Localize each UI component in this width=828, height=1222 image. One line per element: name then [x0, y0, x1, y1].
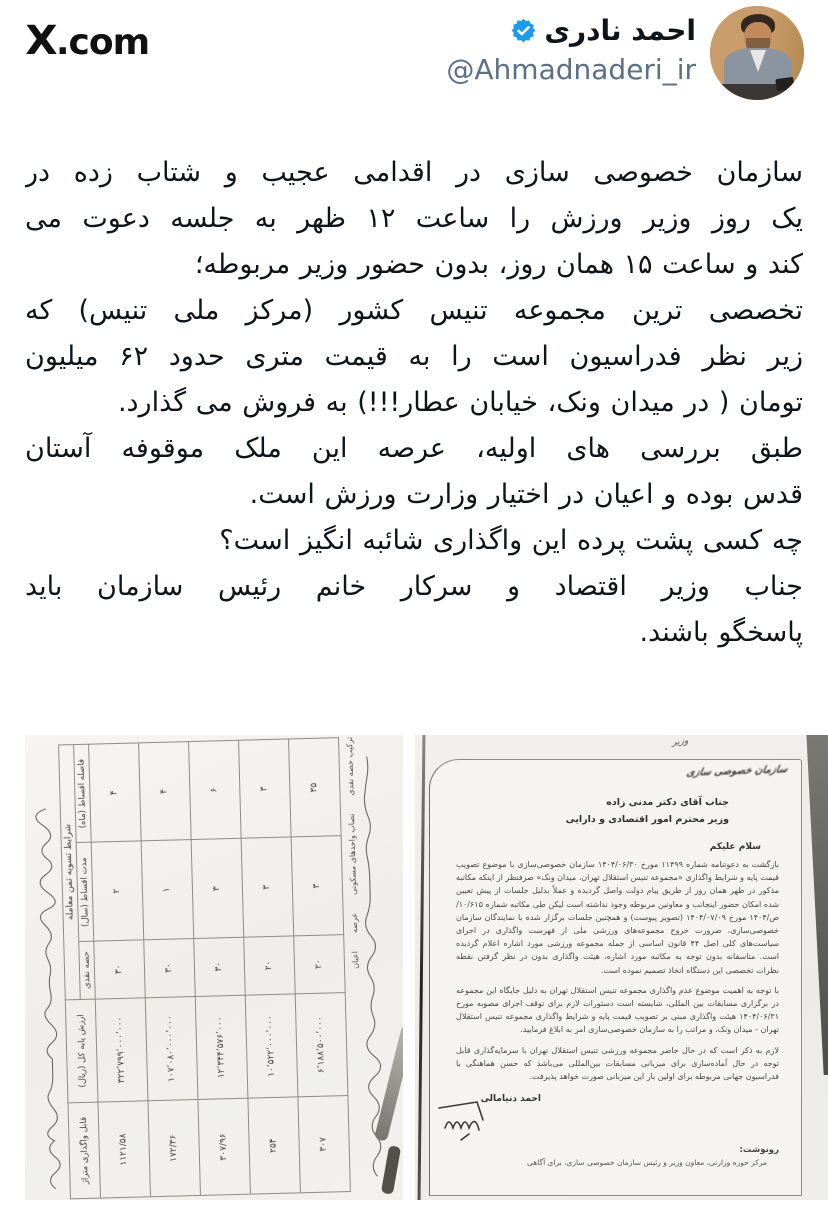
- table-cell: ۳: [241, 837, 294, 937]
- tweet-text-line: چه کسی پشت پرده این واگذاری شائبه انگیز است؟: [219, 525, 803, 556]
- site-brand: [26, 18, 149, 64]
- table-cell: ۳۵: [288, 737, 341, 837]
- table-cell: ۳۲۲٬۷۹۹٬۰۰۰٬۰۰۰: [95, 997, 148, 1102]
- page-fold-line: [418, 735, 426, 1200]
- table-side-label: اعیان: [350, 950, 360, 969]
- letter-paragraph: لازم به ذکر است که در حال حاضر مجموعه ورزشی تنیس استقلال تهران با سرمایه‌گذاری قابل توجه در حال آماده‌سازی برای میزبانی مسابقات بین‌المللی می‌باشد که حسن هماهنگی با فدراسیون جهانی مربوطه برای اولین بار این میزبانی صورت خواهد پذیرفت.: [456, 1045, 779, 1082]
- cc-line: مرکز حوزه وزارتی، معاون وزیر و رئیس سازمان خصوصی سازی، برای آگاهی: [527, 1158, 767, 1167]
- table-header-cell: حصه نقدی: [79, 941, 96, 999]
- table-header-cell: فاصله اقساط (ماه): [74, 744, 92, 843]
- verified-badge-icon: [510, 17, 537, 44]
- table-cell: ۳۰۷: [298, 1095, 350, 1192]
- cc-block: [448, 1145, 779, 1167]
- table-cell: ۲۰: [294, 934, 345, 993]
- letter-paragraph: با توجه به اهمیت موضوع عدم واگذاری مجموعه تنیس استقلال تهران به دلیل جایگاه این مجموعه در برگزاری مسابقات بین المللی، شایسته است دستورات لازم برای توقف اجرای مصوبه مورخ ۱۴۰۴/۰۶/۳۱ هیئت واگذاری مبنی بر تصویب قیمت پایه و شرایط واگذاری مجموعه تنیس استقلال تهران - میدان ونک، و مراتب را به سازمان خصوصی‌سازی امر به ابلاغ فرمایید.: [456, 985, 779, 1035]
- scanned-table: [58, 737, 351, 1199]
- avatar[interactable]: [710, 6, 804, 100]
- table-cell: ۱۱۲۱/۵۸: [98, 1100, 150, 1197]
- attachment-letter-scan[interactable]: [415, 735, 828, 1200]
- table-cell: ۶: [188, 740, 241, 840]
- letterhead-calligraphy: سازمان خصوصی سازی: [685, 764, 789, 779]
- signature-name: احمد دنیامالی: [480, 1094, 541, 1105]
- table-cell: ۳۰۷/۹۶: [198, 1098, 250, 1195]
- letter-page: [429, 759, 802, 1196]
- table-cell: ۱۷۲/۳۶: [148, 1099, 200, 1196]
- cc-label: رونوشت:: [739, 1145, 779, 1155]
- identity-block: [446, 14, 696, 86]
- table-cell: ۱۰٬۵۲۲٬۰۰۰٬۰۰۰: [245, 993, 298, 1098]
- post-header: [0, 0, 828, 130]
- table-cell: ۴: [89, 742, 142, 842]
- table-cell: ۱۰۷٬۰۸۰٬۰۰۰٬۰۰۰: [145, 996, 198, 1101]
- table-cell: ۲۵۴: [248, 1097, 300, 1194]
- table-cell: ۲۰: [244, 935, 295, 994]
- tweet-text-line: تومان ( در میدان ونک، خیابان عطار!!!) به فروش می گذارد.: [117, 387, 803, 418]
- user-handle[interactable]: @Ahmadnaderi_ir: [446, 53, 696, 86]
- table-side-label: نصاب واحدهای مسکونی: [346, 812, 358, 895]
- recipient-title: وزیر محترم امور اقتصادی و دارایی: [565, 814, 729, 825]
- signature-scribble-icon: [431, 1098, 501, 1148]
- profile-block: [446, 6, 804, 100]
- site-suffix: .com: [55, 22, 150, 63]
- handwritten-note: وزیر: [671, 736, 689, 748]
- recipient-name: جناب آقای دکتر مدنی زاده: [606, 797, 729, 808]
- table-cell: ۲: [91, 841, 144, 941]
- table-header-cell: قابل واگذاری متراژ: [68, 1102, 100, 1199]
- tweet-attachments: [0, 735, 828, 1200]
- attachment-table-scan[interactable]: [25, 735, 403, 1200]
- rotated-table-content: [28, 735, 400, 1199]
- table-cell: ۴: [139, 741, 192, 841]
- letter-salutation: سلام علیکم: [709, 842, 761, 852]
- table-header-cell: ارزش پایه کل (ریال): [65, 998, 98, 1102]
- tweet-text-line: تخصصی ترین مجموعه تنیس کشور (مرکز ملی تنیس) که: [25, 295, 803, 326]
- tweet-text-line: قدس بوده و اعیان در اختیار وزارت ورزش است.: [249, 479, 803, 510]
- table-header-cell: مدت اقساط (سال): [76, 842, 94, 941]
- display-name[interactable]: احمد نادری: [544, 14, 696, 47]
- tweet-text-line: زیر نظر فدراسیون است را به قیمت متری حدود ۶۲ میلیون: [25, 341, 803, 372]
- table-cell: ۶٬۱۸۸٬۵۰۰٬۰۰۰: [295, 992, 348, 1097]
- table-cell: ۳: [291, 836, 344, 936]
- table-row: [288, 737, 350, 1192]
- x-logo: X: [25, 18, 57, 64]
- tweet-text-line: کند و ساعت ۱۵ همان روز، بدون حضور وزیر مربوطه؛: [194, 249, 803, 280]
- table-cell: ۱۲٬۳۴۴٬۵۷۶٬۰۰۰: [195, 994, 248, 1099]
- tweet-text-line: پاسخگو باشند.: [639, 617, 803, 648]
- avatar-phone: [775, 77, 794, 91]
- table-cell: ۳۰: [194, 937, 245, 996]
- letter-body: [456, 858, 779, 1083]
- table-group-header: شرایط تسویه ثمن معامله: [59, 744, 81, 999]
- tweet-text-line: سازمان خصوصی سازی در اقدامی عجیب و شتاب زده در: [25, 157, 803, 188]
- letter-recipient: [430, 794, 729, 828]
- table-side-label: عرصه: [349, 912, 359, 933]
- table-cell: ۱: [141, 840, 194, 940]
- signature-block: [430, 1090, 801, 1148]
- table-cell: ۳۰: [144, 938, 195, 997]
- table-side-label: ترکیب حصه نقدی: [344, 736, 356, 796]
- table-cell: ۳: [238, 738, 291, 838]
- tweet-text: [25, 150, 803, 675]
- tweet-text-line: جناب وزیر اقتصاد و سرکار خانم رئیس سازمان باید: [25, 571, 803, 602]
- tweet-text-line: طبق بررسی های اولیه، عرصه این ملک موقوفه آستان: [25, 433, 803, 464]
- tweet-text-line: یک روز وزیر ورزش را ساعت ۱۲ ظهر به جلسه دعوت می: [25, 203, 803, 234]
- letter-paragraph: بازگشت به دعوتنامه شماره ۱۱۴۹۹ مورخ ۱۴۰۴/۰۶/۳۰ سازمان خصوصی‌سازی با موضوع تصویب قیمت پایه و شرایط واگذاری «مجموعه تنیس استقلال تهران، میدان ونک» صرفنظر از اینکه مکاتبه مذکور در ظهر همان روز از طریق پیام دولت واصل گردیده و عملاً بدلیل جلسات از پیش تعیین شده امکان حضور اینجانب و معاونین مربوطه وجود نداشته است لیکن طی مکاتبه شماره ۱۰/۶۱۵/ص/۱۴۰۴ مورخ ۱۴۰۴/۰۷/۰۹ (تصویر پیوست) و همچنین جلسات برگزار شده با نمایندگان سازمان خصوصی‌سازی، ضرورت خروج مجموعه‌های ورزشی ملی از فهرست واگذاری در اجرای سیاست‌های کلی اصل ۴۴ قانون اساسی از جمله مجموعه ورزشی مورد اشاره اعلام گردیده است. متاسفانه بدون توجه به مکاتبه مورد اشاره، هیئت واگذاری بدون در نظر گرفتن نقطه نظرات تخصصی این دستگاه اتخاذ تصمیم نموده است.: [456, 860, 780, 975]
- table-cell: ۳: [191, 838, 244, 938]
- table-cell: ۳۰: [94, 939, 145, 998]
